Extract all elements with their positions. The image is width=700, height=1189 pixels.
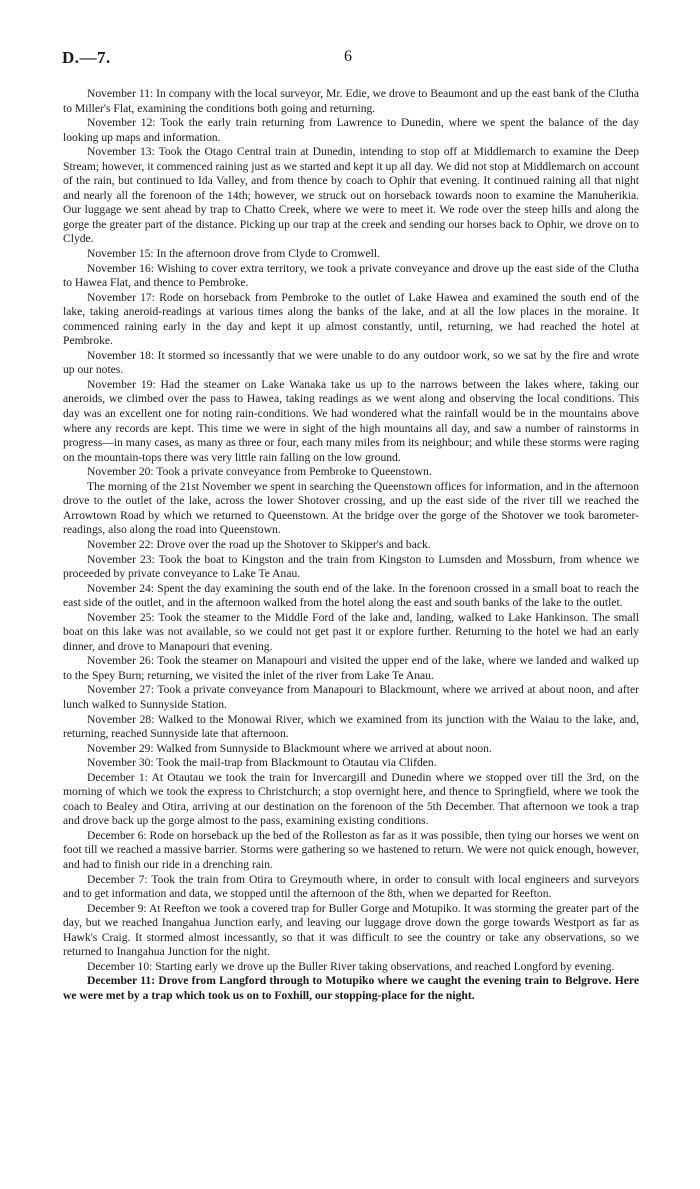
diary-entry-dec-1: December 1: At Otautau we took the train for Invercargill and Dunedin where we stopped over till the 3rd, on the morning of which we took the express to Christchurch; a stop overnight here, and thence to Springfield, where we took the coach to Bealey and Otira, arriving at our destination on the forenoon of the 5th December. That afternoon we took a trap and drove back up the gorge almost to the pass, examining existing conditions. — [63, 770, 639, 828]
diary-entry-dec-7: December 7: Took the train from Otira to Greymouth where, in order to consult with local engineers and surveyors and to get information and data, we stopped until the afternoon of the 8th, when we departed for Reefton. — [63, 872, 639, 901]
diary-entry-dec-11: December 11: Drove from Langford through to Motupiko where we caught the evening train to Belgrove. Here we were met by a trap which took us on to Foxhill, our stopping-place for the night. — [63, 974, 639, 1002]
diary-entry-nov-15: November 15: In the afternoon drove from Clyde to Cromwell. — [87, 247, 380, 261]
diary-entry-nov-19: November 19: Had the steamer on Lake Wanaka take us up to the narrows between the lakes where, taking our aneroids, we climbed over the pass to Hawea, taking readings as we went along and observing the local conditions. This day was an excellent one for noting rain-conditions. We had wondered what the rainfall would be in the mountains above where any records are kept. This time we were in sight of the high mountains all day, and saw a number of rainstorms in progress—in many cases, as many as three or four, each many miles from its neighbour; and while these storms were raging on the mountain-tops there was very little rain falling on the low ground. — [63, 377, 639, 464]
diary-entry-dec-6: December 6: Rode on horseback up the bed of the Rolleston as far as it was possible, then tying our horses we went on foot till we reached a massive barrier. Storms were gathering so we hastened to return. We were not quick enough, however, and had to finish our ride in a drenching rain. — [63, 828, 639, 871]
page-header — [62, 48, 638, 68]
diary-entry-nov-20: November 20: Took a private conveyance from Pembroke to Queenstown. — [87, 465, 432, 479]
diary-entry-nov-26: November 26: Took the steamer on Manapouri and visited the upper end of the lake, where we landed and walked up to the Spey Burn; returning, we visited the inlet of the river from Lake Te Anau. — [63, 654, 639, 682]
diary-entry-nov-24: November 24: Spent the day examining the south end of the lake. In the forenoon crossed in a small boat to reach the east side of the outlet, and in the afternoon walked from the hotel along the east and south banks of the lake to the outlet. — [63, 581, 639, 610]
diary-entry-nov-11: November 11: In company with the local surveyor, Mr. Edie, we drove to Beaumont and up the east bank of the Clutha to Miller's Flat, examining the conditions both going and returning. — [63, 87, 639, 115]
diary-entry-nov-30: November 30: Took the mail-trap from Blackmount to Otautau via Clifden. — [87, 756, 437, 770]
diary-entry-dec-9: December 9: At Reefton we took a covered trap for Buller Gorge and Motupiko. It was storming the greater part of the day, but we reached Inangahua Junction early, and leaving our luggage drove down the gorge towards Westport as far as Hawk's Craig. It stormed almost incessantly, so that it was difficult to see the country or take any observations, so we returned to Inangahua Junction for the night. — [63, 901, 639, 959]
diary-entry-nov-29: November 29: Walked from Sunnyside to Blackmount where we arrived at about noon. — [87, 741, 492, 755]
diary-entry-nov-25: November 25: Took the steamer to the Middle Ford of the lake and, landing, walked to Lake Hankinson. The small boat on this lake was not available, so we could not get past it or explore further. Returning to the hotel we had an early dinner, and drove to Manapouri that evening. — [63, 610, 639, 653]
diary-entry-dec-10: December 10: Starting early we drove up the Buller River taking observations, and reached Longford by evening. — [87, 959, 615, 973]
diary-entry-nov-27: November 27: Took a private conveyance from Manapouri to Blackmount, where we arrived at about noon, and after lunch walked to Sunnyside Station. — [63, 683, 639, 711]
diary-entry-nov-13: November 13: Took the Otago Central train at Dunedin, intending to stop off at Middlemarch to examine the Deep Stream; however, it commenced raining just as we started and kept it up all day. We did not stop at Middlemarch on account of the rain, but continued to Ida Valley, and from thence by coach to Ophir that evening. It continued raining all that night and nearly all the forenoon of the 14th; however, we struck out on horseback towards noon to examine the Manuherikia. Our luggage we sent ahead by trap to Chatto Creek, where we were to meet it. We rode over the steep hills and along the gorge the greater part of the distance. Picking up our trap at the creek and sending our horses back to Ophir, we drove on to Clyde. — [63, 145, 639, 246]
diary-entry-nov-28: November 28: Walked to the Monowai River, which we examined from its junction with the Waiau to the lake, and, returning, reached Sunnyside late that afternoon. — [63, 712, 639, 741]
diary-entry-nov-12: November 12: Took the early train returning from Lawrence to Dunedin, where we spent the balance of the day looking up maps and information. — [63, 116, 639, 144]
diary-entry-nov-21: The morning of the 21st November we spent in searching the Queenstown offices for information, and in the afternoon drove to the outlet of the lake, across the lower Shotover crossing, and up the east side of the river till we reached the Arrowtown Road by which we returned to Queenstown. At the bridge over the gorge of the Shotover we took barometer-readings, also along the road into Queenstown. — [63, 479, 639, 537]
page-number: 6 — [344, 48, 352, 65]
diary-entry-nov-16: November 16: Wishing to cover extra territory, we took a private conveyance and drove up the east side of the Clutha to Hawea Flat, and thence to Pembroke. — [63, 261, 639, 290]
document-reference: D.—7. — [62, 48, 111, 67]
diary-entry-nov-18: November 18: It stormed so incessantly that we were unable to do any outdoor work, so we sat by the fire and wrote up our notes. — [63, 348, 639, 377]
diary-entry-nov-17: November 17: Rode on horseback from Pembroke to the outlet of Lake Hawea and examined the south end of the lake, taking aneroid-readings at various times along the banks of the lake, and at all the low places in the moraine. It commenced raining early in the day and kept it up almost constantly, until, returning, we had reached the hotel at Pembroke. — [63, 290, 639, 348]
diary-entry-nov-23: November 23: Took the boat to Kingston and the train from Kingston to Lumsden and Mossburn, from whence we proceeded by private conveyance to Lake Te Anau. — [63, 552, 639, 581]
diary-body — [63, 87, 639, 1003]
diary-entry-nov-22: November 22: Drove over the road up the Shotover to Skipper's and back. — [87, 537, 431, 551]
